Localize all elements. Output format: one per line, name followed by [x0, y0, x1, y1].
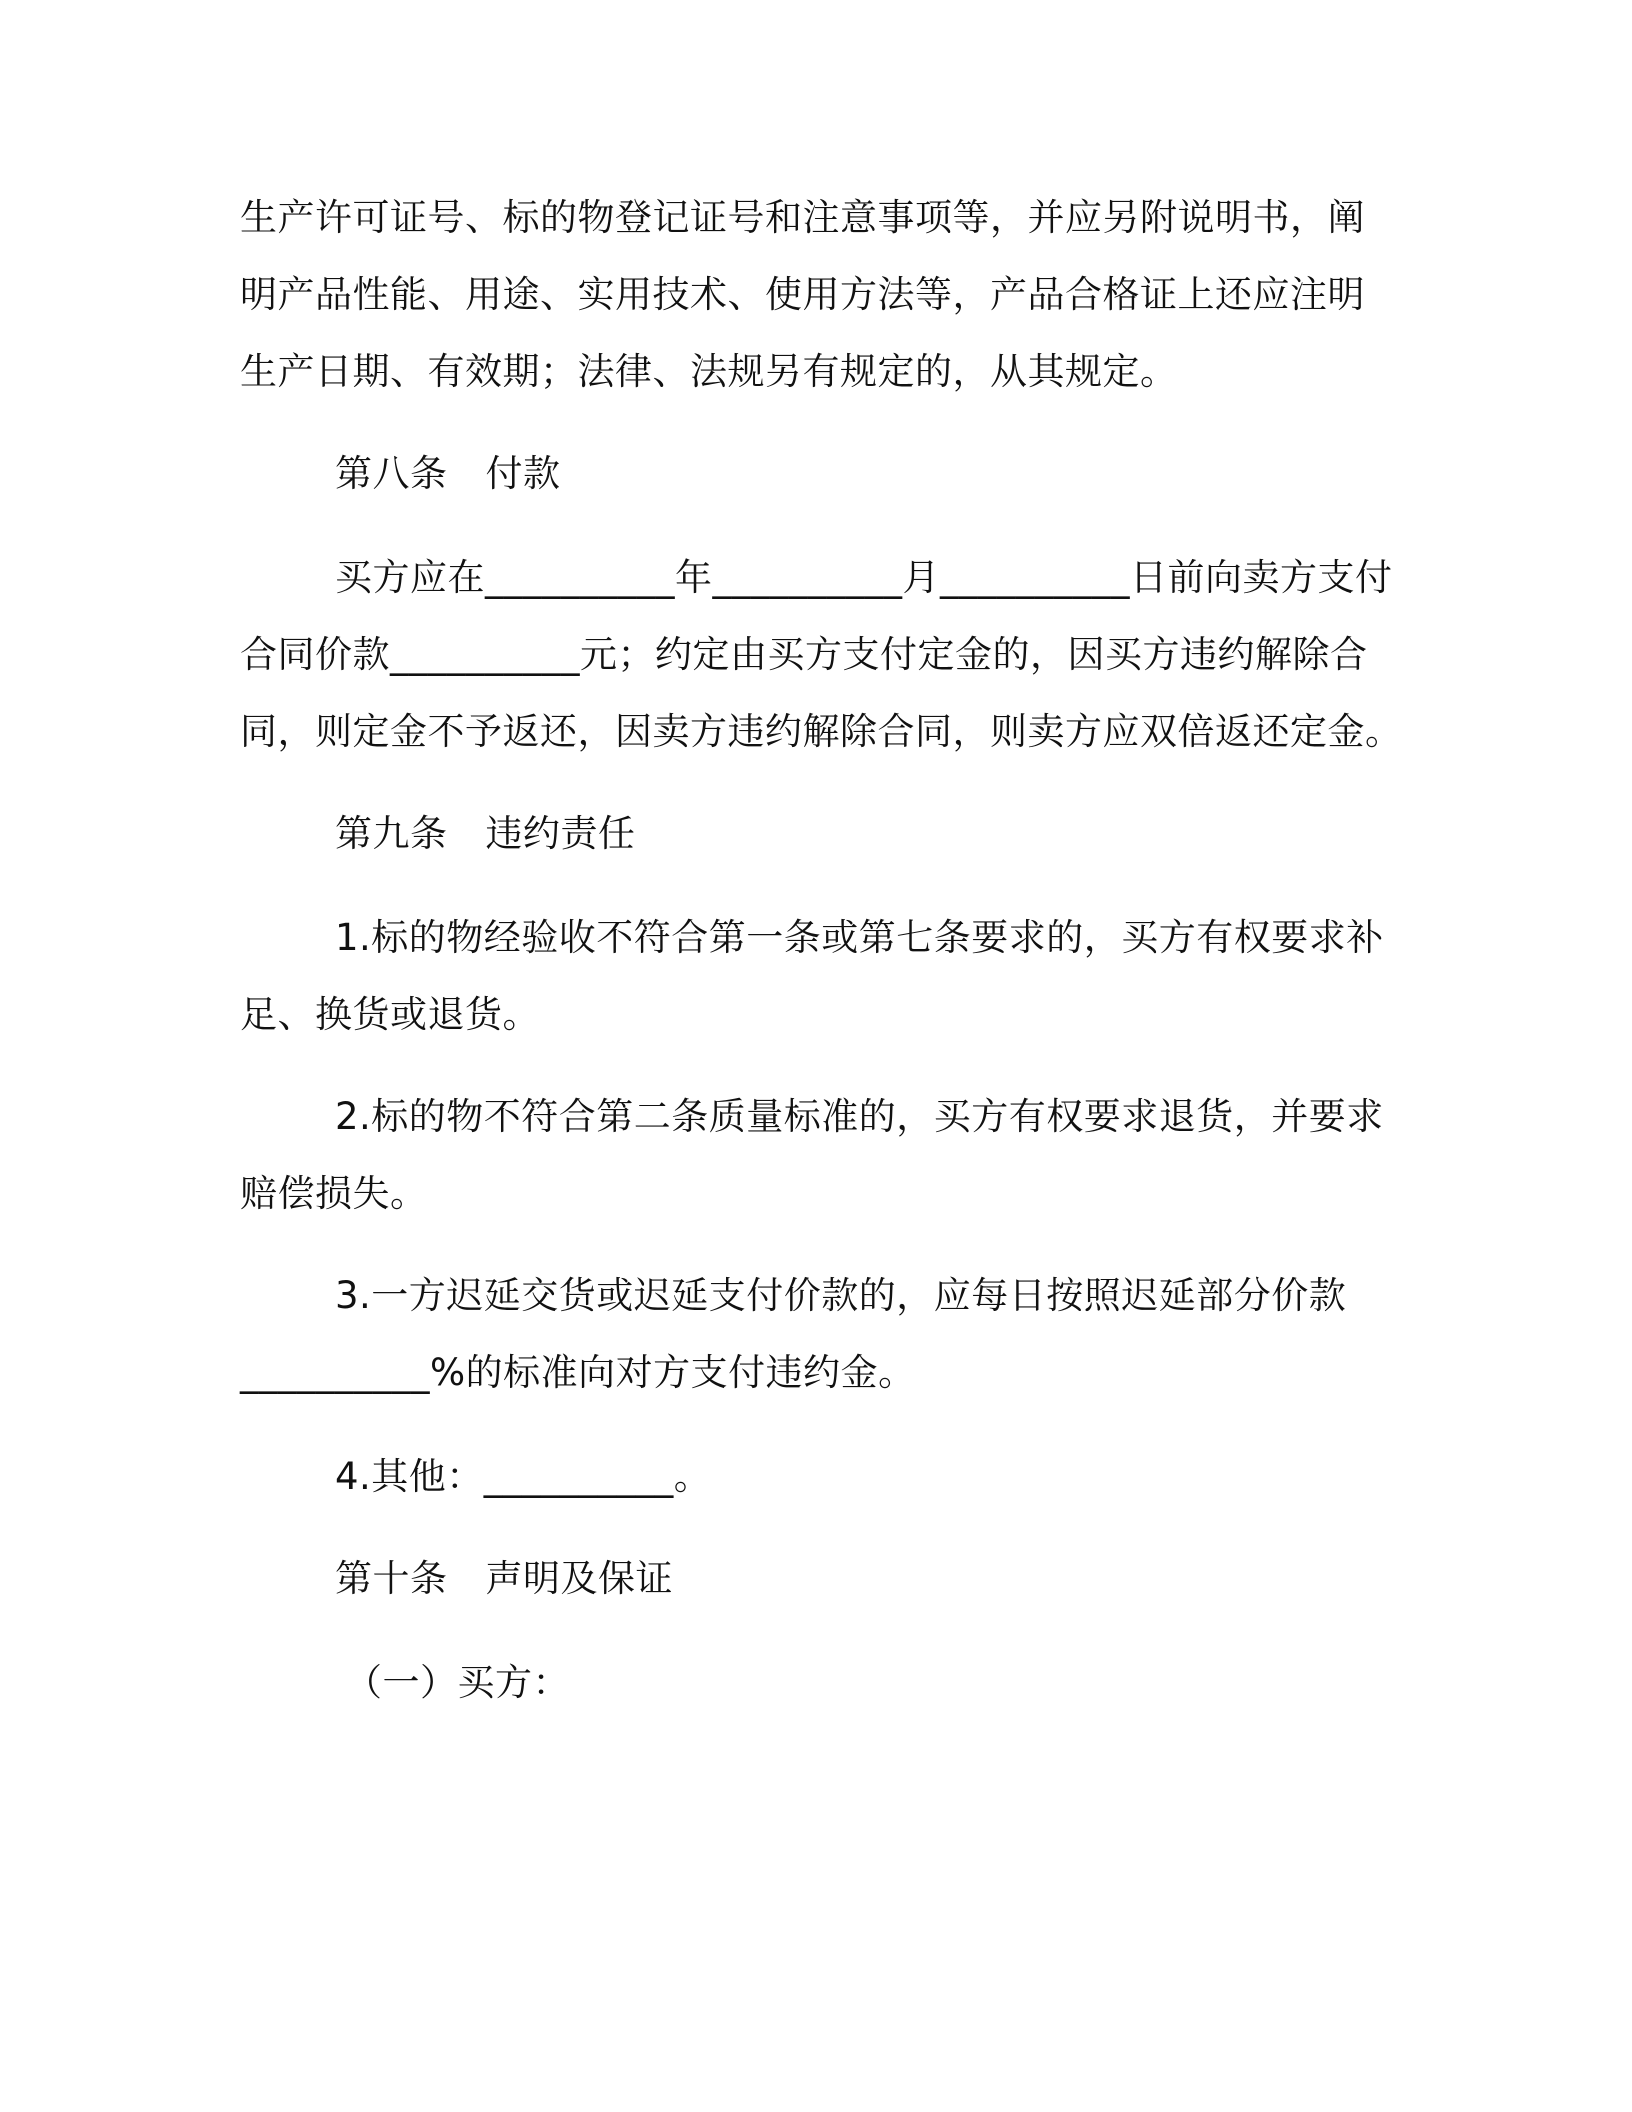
- paragraph-line: 4.其他：__________。: [335, 1455, 712, 1498]
- paragraph-line: 合同价款__________元；约定由买方支付定金的，因买方违约解除合: [240, 633, 1368, 676]
- article-title: 违约责任: [485, 812, 636, 855]
- paragraph-line: 1.标的物经验收不符合第一条或第七条要求的，买方有权要求补: [335, 916, 1384, 959]
- subsection-heading: （一）买方：: [345, 1661, 570, 1704]
- paragraph-line: 3.一方迟延交货或迟延支付价款的，应每日按照迟延部分价款: [335, 1274, 1347, 1317]
- paragraph-line: 赔偿损失。: [240, 1172, 428, 1215]
- paragraph-line: 足、换货或退货。: [240, 993, 540, 1036]
- paragraph-line: 2.标的物不符合第二条质量标准的，买方有权要求退货，并要求: [335, 1095, 1384, 1138]
- article-9-heading: [335, 812, 636, 856]
- paragraph-line: 明产品性能、用途、实用技术、使用方法等，产品合格证上还应注明: [240, 273, 1365, 316]
- article-number: 第九条: [335, 812, 448, 855]
- article-number: 第八条: [335, 452, 448, 495]
- paragraph-line: 同，则定金不予返还，因卖方违约解除合同，则卖方应双倍返还定金。: [240, 710, 1403, 753]
- article-title: 声明及保证: [485, 1557, 673, 1600]
- paragraph-line: 生产许可证号、标的物登记证号和注意事项等，并应另附说明书，阐: [240, 196, 1365, 239]
- paragraph-line: 生产日期、有效期；法律、法规另有规定的，从其规定。: [240, 350, 1178, 393]
- article-number: 第十条: [335, 1557, 448, 1600]
- article-title: 付款: [485, 452, 561, 495]
- paragraph-line: 买方应在__________年__________月__________日前向卖方支付: [335, 556, 1393, 599]
- article-8-heading: [335, 452, 561, 496]
- article-10-heading: [335, 1557, 673, 1601]
- paragraph-line: __________%的标准向对方支付违约金。: [240, 1351, 916, 1394]
